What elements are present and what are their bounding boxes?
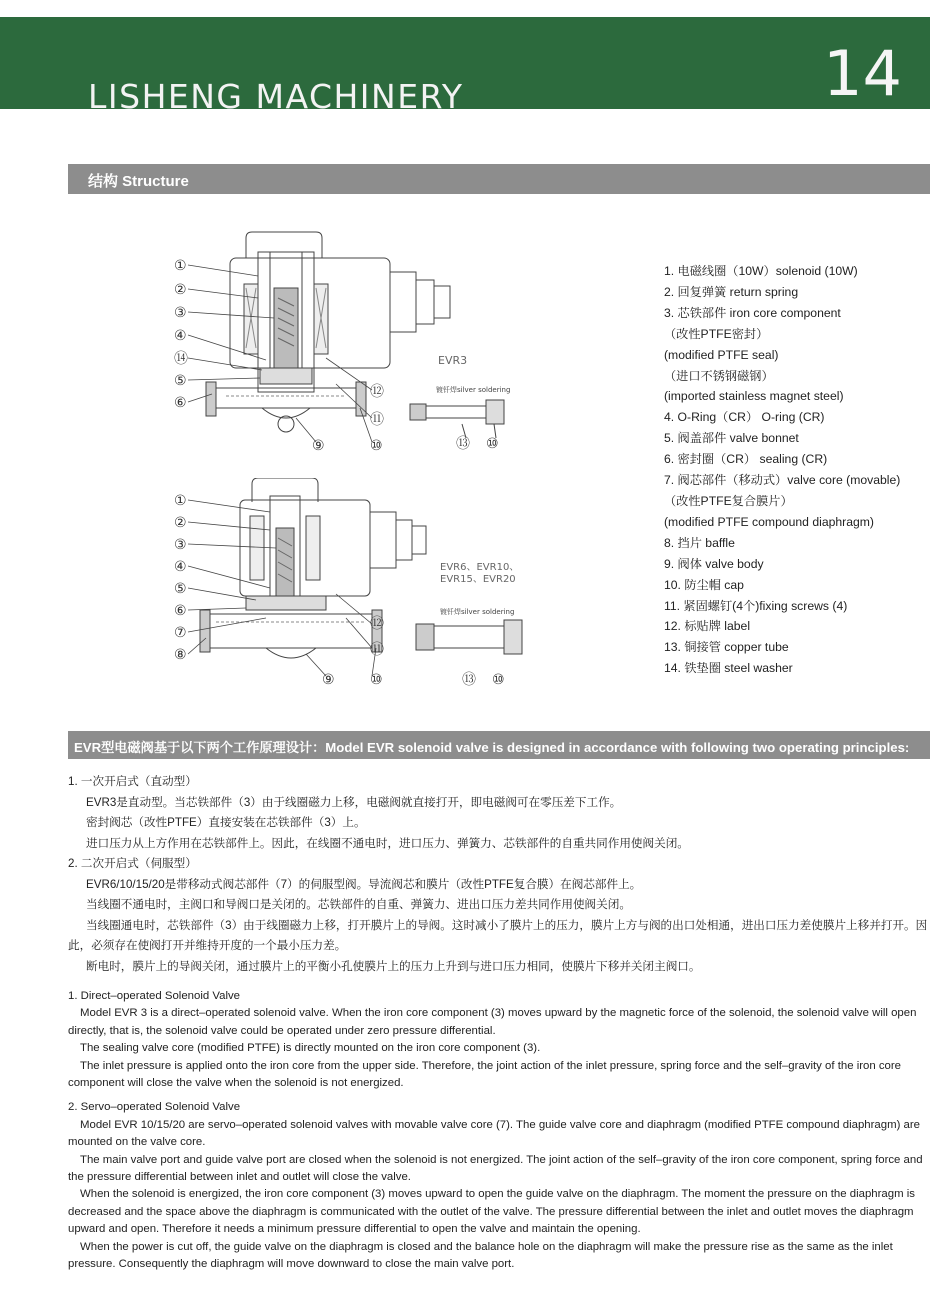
list-item: 10. 防尘帽 cap <box>664 577 744 592</box>
en-heading-2: 2. Servo–operated Solenoid Valve <box>68 1101 241 1114</box>
brand-title: LISHENG MACHINERY <box>88 77 464 116</box>
callout-10: ⑩ <box>370 438 383 454</box>
list-item: 3. 芯铁部件 iron core component <box>664 305 841 320</box>
en-paragraph: The sealing valve core (modified PTFE) is directly mounted on the iron core component (3). <box>80 1042 541 1055</box>
callout-3: ③ <box>174 305 187 321</box>
list-item: （改性PTFE复合膜片） <box>664 493 793 508</box>
cn-paragraph: EVR3是直动型。当芯铁部件（3）由于线圈磁力上移，电磁阀就直接打开，即电磁阀可在零压差下工作。 <box>86 795 622 809</box>
callout-13-b: ⑬ <box>462 672 476 688</box>
callout-10b: ⑩ <box>486 436 499 452</box>
silver-soldering-label-b: 镀钎焊silver soldering <box>440 608 515 616</box>
page-number: 14 <box>823 37 902 110</box>
list-item: 14. 铁垫圈 steel washer <box>664 661 793 676</box>
callout-1: ① <box>174 258 187 274</box>
en-paragraph: Model EVR 3 is a direct–operated solenoid valve. When the iron core component (3) moves upward by the magnetic force of the solenoid, the solenoid valve will open directly, that is, the solenoid valve could be operated under zero pressure differential. <box>68 1007 917 1037</box>
callout-11: ⑪ <box>370 412 384 428</box>
list-item: 6. 密封圈（CR） sealing (CR) <box>664 452 828 467</box>
callout-13: ⑬ <box>456 436 470 452</box>
cn-heading-2: 2. 二次开启式（伺服型） <box>68 857 197 870</box>
list-item: 2. 回复弹簧 return spring <box>664 284 799 299</box>
evr3-cross-section-diagram <box>166 228 546 458</box>
callout-10c-b: ⑩ <box>492 672 505 688</box>
list-item: 1. 电磁线圈（10W）solenoid (10W) <box>664 264 858 278</box>
silver-soldering-label: 镀钎焊silver soldering <box>436 386 511 394</box>
callout-6-b: ⑥ <box>174 603 187 619</box>
parts-list <box>664 261 900 679</box>
evr6-label-2: EVR15、EVR20 <box>440 574 516 585</box>
callout-4-b: ④ <box>174 559 187 575</box>
evr3-label: EVR3 <box>438 354 468 367</box>
english-principles-text <box>68 988 930 1274</box>
callout-14: ⑭ <box>174 351 188 367</box>
callout-12-b: ⑫ <box>370 616 384 632</box>
list-item: （进口不锈钢磁钢） <box>664 368 774 383</box>
principles-title: EVR型电磁阀基于以下两个工作原理设计：Model EVR solenoid valve is designed in accordance with following two operating principles: <box>74 740 910 755</box>
callout-7-b: ⑦ <box>174 625 187 641</box>
list-item: 5. 阀盖部件 valve bonnet <box>664 431 799 446</box>
callout-1-b: ① <box>174 493 187 509</box>
list-item: 13. 铜接管 copper tube <box>664 640 789 655</box>
callout-6: ⑥ <box>174 395 187 411</box>
callout-10-b: ⑩ <box>370 672 383 688</box>
list-item: (modified PTFE seal) <box>664 347 779 362</box>
callout-9: ⑨ <box>312 438 325 454</box>
callout-3-b: ③ <box>174 537 187 553</box>
page-header <box>0 17 930 116</box>
callout-11-b: ⑪ <box>370 642 384 658</box>
en-paragraph: When the power is cut off, the guide valve on the diaphragm is closed and the balance hole on the diaphragm will make the pressure rise as the same as the inlet pressure. Consequently the diaphragm will move downward to close the main valve port. <box>68 1240 893 1271</box>
principles-section-bar <box>68 731 930 759</box>
callout-8-b: ⑧ <box>174 647 187 663</box>
cn-paragraph: 进口压力从上方作用在芯铁部件上。因此，在线圈不通电时，进口压力、弹簧力、芯铁部件的自重共同作用使阀关闭。 <box>86 836 689 850</box>
callout-2: ② <box>174 282 187 298</box>
callout-5-b: ⑤ <box>174 581 187 597</box>
callout-5: ⑤ <box>174 373 187 389</box>
list-item: 4. O-Ring（CR） O-ring (CR) <box>664 410 825 425</box>
en-paragraph: Model EVR 10/15/20 are servo–operated solenoid valves with movable valve core (7). The guide valve core and diaphragm (modified PTFE compound diaphragm) are mounted on the valve core. <box>68 1118 920 1149</box>
cn-paragraph: 当线圈不通电时，主阀口和导阀口是关闭的。芯铁部件的自重、弹簧力、进出口压力差共同作用使阀关闭。 <box>86 898 631 911</box>
en-paragraph: The inlet pressure is applied onto the iron core from the upper side. Therefore, the joint action of the inlet pressure, spring force and the self–gravity of the iron core component will close the valve when the solenoid is not energized. <box>68 1059 902 1090</box>
list-item: (imported stainless magnet steel) <box>664 389 844 404</box>
list-item: 9. 阀体 valve body <box>664 556 764 571</box>
callout-12: ⑫ <box>370 384 384 400</box>
evr6-20-cross-section-diagram <box>166 478 546 690</box>
en-paragraph: The main valve port and guide valve port are closed when the solenoid is not energized. The joint action of the self–gravity of the iron core component, spring force and the pressure differential between inlet and outlet will close the valve. <box>68 1153 923 1184</box>
en-paragraph: When the solenoid is energized, the iron core component (3) moves upward to open the guide valve on the diaphragm. The moment the pressure on the diaphragm is decreased and the space above the diaphragm is communicated with the outlet of the valve. The pressure differential between the inlet and outlet moves the diaphragm upward and open. Therefore it needs a minimum pressure differential to open the valve and maintain the opening. <box>68 1188 915 1236</box>
list-item: 12. 标贴牌 label <box>664 619 751 634</box>
structure-title: 结构 Structure <box>88 173 189 190</box>
cn-paragraph: 密封阀芯（改性PTFE）直接安装在芯铁部件（3）上。 <box>86 816 366 829</box>
evr6-label-1: EVR6、EVR10、 <box>440 562 520 573</box>
list-item: (modified PTFE compound diaphragm) <box>664 514 874 529</box>
list-item: 7. 阀芯部件（移动式）valve core (movable) <box>664 473 901 488</box>
list-item: 11. 紧固螺钉(4个)fixing screws (4) <box>664 598 848 613</box>
callout-2-b: ② <box>174 515 187 531</box>
list-item: （改性PTFE密封） <box>664 326 769 341</box>
structure-section-bar <box>68 164 930 194</box>
cn-paragraph: EVR6/10/15/20是带移动式阀芯部件（7）的伺服型阀。导流阀芯和膜片（改性PTFE复合膜）在阀芯部件上。 <box>86 877 642 891</box>
cn-paragraph: 断电时，膜片上的导阀关闭，通过膜片上的平衡小孔使膜片上的压力上升到与进口压力相同，使膜片下移并关闭主阀口。 <box>86 959 701 973</box>
en-heading-1: 1. Direct–operated Solenoid Valve <box>68 990 241 1002</box>
callout-4: ④ <box>174 328 187 344</box>
chinese-principles-text <box>68 772 930 977</box>
list-item: 8. 挡片 baffle <box>664 535 735 550</box>
cn-heading-1: 1. 一次开启式（直动型） <box>68 775 197 788</box>
callout-9-b: ⑨ <box>322 672 335 688</box>
cn-paragraph: 当线圈通电时，芯铁部件（3）由于线圈磁力上移，打开膜片上的导阀。这时减小了膜片上的压力，膜片上方与阀的出口处相通，进出口压力差使膜片上移并打开。因此，必须存在使阀打开并维持开度的一个最小压力差。 <box>68 918 928 952</box>
